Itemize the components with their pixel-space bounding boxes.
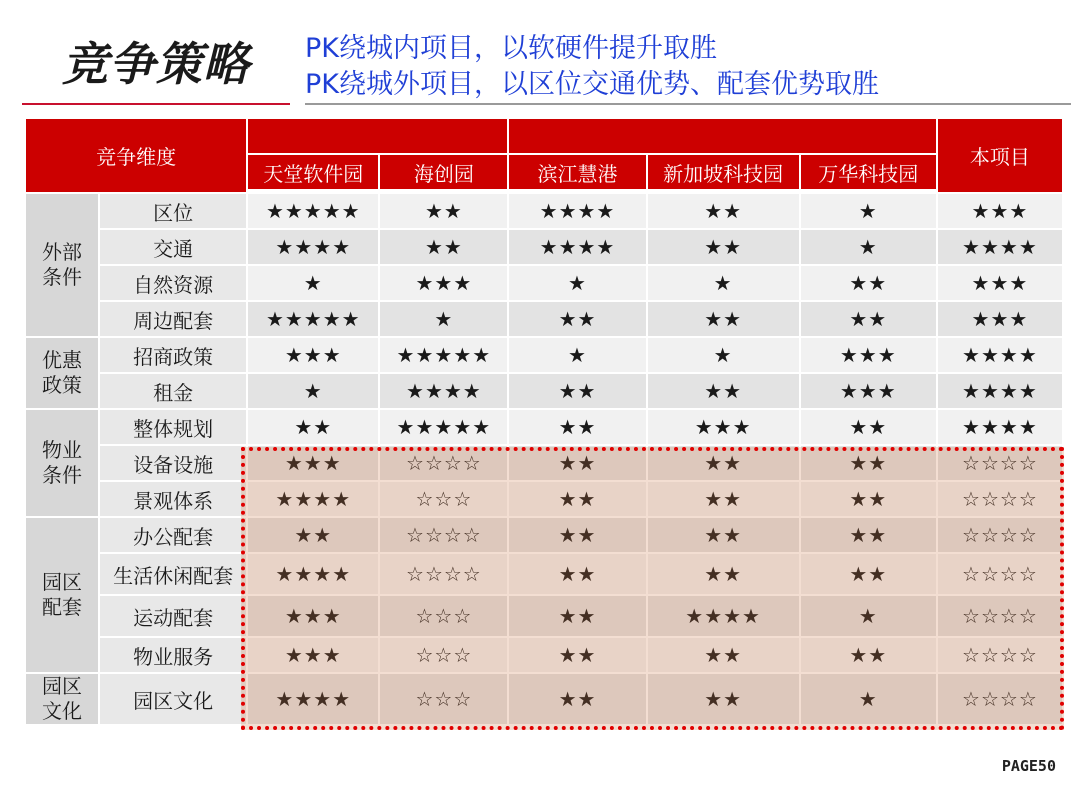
rating-cell: ★★★★ (248, 482, 378, 516)
rating-cell: ★★ (509, 374, 645, 408)
dimension-label: 设备设施 (100, 446, 246, 480)
rating-cell: ★★★★ (248, 230, 378, 264)
dimension-label: 租金 (100, 374, 246, 408)
rating-cell: ★★ (648, 554, 799, 594)
rating-cell: ★★★ (801, 374, 936, 408)
rating-cell: ★★ (509, 596, 645, 636)
rating-cell: ★★ (648, 482, 799, 516)
rating-cell: ★★ (648, 374, 799, 408)
category-label: 外部 条件 (26, 194, 98, 336)
competitor-header: 天堂软件园 (248, 155, 378, 192)
title-underline-red (22, 103, 290, 105)
rating-cell: ★★ (509, 446, 645, 480)
rating-cell: ★★ (509, 302, 645, 336)
rating-cell: ★★★ (801, 338, 936, 372)
rating-cell: ★★ (801, 446, 936, 480)
rating-cell: ☆☆☆ (380, 638, 507, 672)
own-rating-cell: ☆☆☆☆ (938, 518, 1062, 552)
dimension-label: 办公配套 (100, 518, 246, 552)
table-row (26, 194, 1062, 228)
rating-cell: ★★★★★ (380, 410, 507, 444)
table-row (26, 230, 1062, 264)
dimension-label: 物业服务 (100, 638, 246, 672)
rating-cell: ★ (801, 194, 936, 228)
table-row (26, 338, 1062, 372)
subtitle-line-2: PK绕城外项目，以区位交通优势、配套优势取胜 (305, 69, 879, 100)
category-label: 园区 配套 (26, 518, 98, 672)
table-row (26, 410, 1062, 444)
own-rating-cell: ★★★ (938, 302, 1062, 336)
rating-cell: ★★ (801, 266, 936, 300)
rating-cell: ★★★ (248, 338, 378, 372)
rating-cell: ★★★ (248, 446, 378, 480)
rating-cell: ★★★★ (248, 554, 378, 594)
category-label: 园区 文化 (26, 674, 98, 724)
rating-cell: ★ (509, 266, 645, 300)
rating-cell: ☆☆☆ (380, 674, 507, 724)
page-title: 竞争策略 (62, 37, 250, 91)
subtitle-line-1: PK绕城内项目，以软硬件提升取胜 (305, 33, 717, 64)
rating-cell: ★★★★★ (380, 338, 507, 372)
rating-cell: ★★ (648, 446, 799, 480)
rating-cell: ★ (801, 230, 936, 264)
rating-cell: ★★ (801, 302, 936, 336)
rating-cell: ★★ (801, 410, 936, 444)
rating-cell: ★★★★ (380, 374, 507, 408)
rating-cell: ★★ (648, 638, 799, 672)
own-rating-cell: ★★★ (938, 266, 1062, 300)
rating-cell: ★ (248, 374, 378, 408)
dimension-label: 区位 (100, 194, 246, 228)
competitor-header: 万华科技园 (801, 155, 936, 192)
table-row (26, 518, 1062, 552)
rating-cell: ☆☆☆☆ (380, 446, 507, 480)
rating-cell: ★★★ (380, 266, 507, 300)
header-group-inner (248, 119, 507, 153)
rating-cell: ★★★★★ (248, 302, 378, 336)
dimension-label: 运动配套 (100, 596, 246, 636)
rating-cell: ★★★★ (509, 194, 645, 228)
own-rating-cell: ★★★★ (938, 338, 1062, 372)
rating-cell: ★★ (248, 518, 378, 552)
table-body (26, 194, 1062, 724)
own-rating-cell: ☆☆☆☆ (938, 446, 1062, 480)
dimension-label: 景观体系 (100, 482, 246, 516)
own-rating-cell: ☆☆☆☆ (938, 674, 1062, 724)
rating-cell: ★★ (509, 518, 645, 552)
rating-cell: ★★ (509, 674, 645, 724)
table-row (26, 638, 1062, 672)
rating-cell: ★★★★ (509, 230, 645, 264)
category-label: 物业 条件 (26, 410, 98, 516)
table-row (26, 374, 1062, 408)
dimension-label: 整体规划 (100, 410, 246, 444)
table-row (26, 554, 1062, 594)
own-rating-cell: ★★★★ (938, 410, 1062, 444)
dimension-label: 周边配套 (100, 302, 246, 336)
rating-cell: ★ (509, 338, 645, 372)
table-row (26, 482, 1062, 516)
competitor-header: 海创园 (380, 155, 507, 192)
rating-cell: ★★★ (248, 638, 378, 672)
title-underline-gray (305, 103, 1071, 105)
rating-cell: ★★ (509, 410, 645, 444)
table-row (26, 596, 1062, 636)
dimension-header: 竞争维度 (26, 119, 246, 192)
dimension-label: 交通 (100, 230, 246, 264)
own-rating-cell: ☆☆☆☆ (938, 482, 1062, 516)
competition-table (24, 117, 1064, 726)
rating-cell: ☆☆☆ (380, 596, 507, 636)
rating-cell: ★ (801, 596, 936, 636)
rating-cell: ★ (380, 302, 507, 336)
rating-cell: ★ (648, 266, 799, 300)
competitor-header: 滨江慧港 (509, 155, 645, 192)
table-row (26, 446, 1062, 480)
rating-cell: ☆☆☆☆ (380, 518, 507, 552)
page-number: PAGE50 (1001, 757, 1056, 775)
rating-cell: ★★ (248, 410, 378, 444)
rating-cell: ★★ (509, 638, 645, 672)
rating-cell: ★★ (801, 638, 936, 672)
rating-cell: ★★★ (648, 410, 799, 444)
rating-cell: ★★★★★ (248, 194, 378, 228)
own-rating-cell: ★★★★ (938, 374, 1062, 408)
rating-cell: ☆☆☆☆ (380, 554, 507, 594)
rating-cell: ★★ (648, 230, 799, 264)
rating-cell: ☆☆☆ (380, 482, 507, 516)
rating-cell: ★★ (648, 674, 799, 724)
dimension-label: 自然资源 (100, 266, 246, 300)
own-rating-cell: ★★★ (938, 194, 1062, 228)
rating-cell: ★★ (648, 194, 799, 228)
rating-cell: ★★ (801, 554, 936, 594)
category-label: 优惠 政策 (26, 338, 98, 408)
table-row (26, 266, 1062, 300)
rating-cell: ★★ (648, 302, 799, 336)
rating-cell: ★★ (648, 518, 799, 552)
rating-cell: ★ (801, 674, 936, 724)
rating-cell: ★★ (509, 554, 645, 594)
own-rating-cell: ★★★★ (938, 230, 1062, 264)
table-row (26, 674, 1062, 724)
competitor-header: 新加坡科技园 (648, 155, 799, 192)
own-rating-cell: ☆☆☆☆ (938, 596, 1062, 636)
rating-cell: ★ (248, 266, 378, 300)
rating-cell: ★★ (509, 482, 645, 516)
rating-cell: ★★★★ (648, 596, 799, 636)
rating-cell: ★★★★ (248, 674, 378, 724)
rating-cell: ★★ (801, 482, 936, 516)
own-rating-cell: ☆☆☆☆ (938, 554, 1062, 594)
table-row (26, 302, 1062, 336)
dimension-label: 生活休闲配套 (100, 554, 246, 594)
rating-cell: ★★★ (248, 596, 378, 636)
rating-cell: ★ (648, 338, 799, 372)
own-rating-cell: ☆☆☆☆ (938, 638, 1062, 672)
rating-cell: ★★ (801, 518, 936, 552)
rating-cell: ★★ (380, 230, 507, 264)
own-project-header: 本项目 (938, 119, 1062, 192)
header-group-outer (509, 119, 935, 153)
dimension-label: 园区文化 (100, 674, 246, 724)
rating-cell: ★★ (380, 194, 507, 228)
dimension-label: 招商政策 (100, 338, 246, 372)
